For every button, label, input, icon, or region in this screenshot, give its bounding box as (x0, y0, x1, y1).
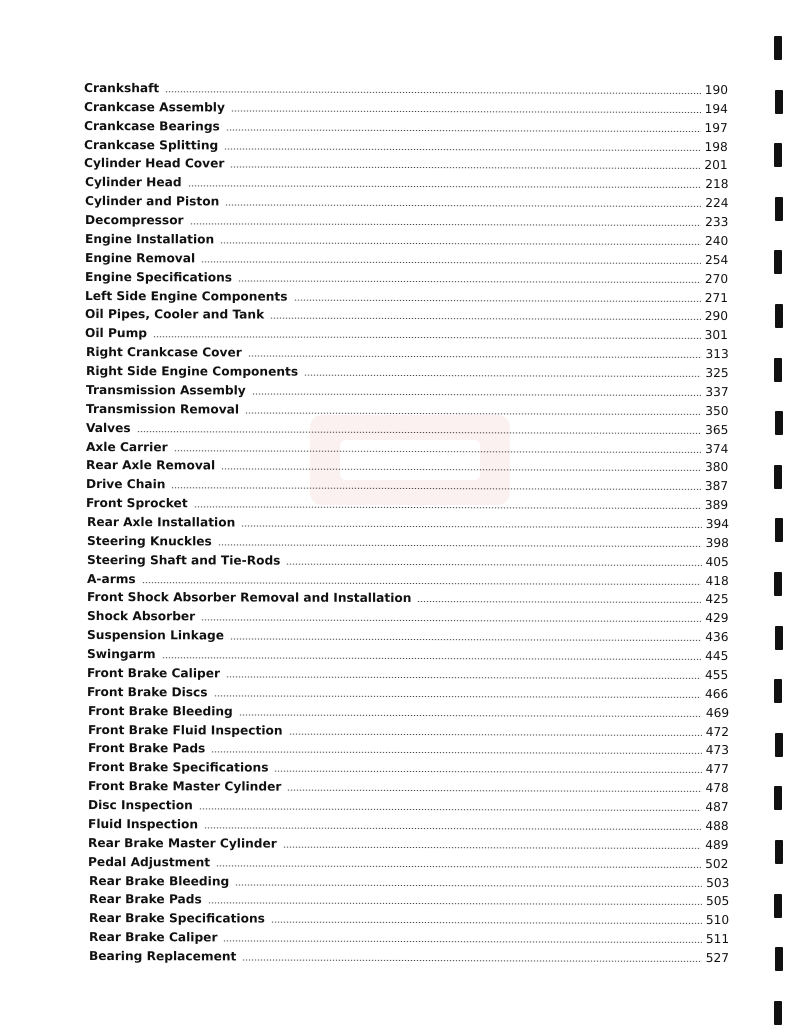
toc-entry-page-number: 190 (704, 82, 728, 98)
dot-leader (241, 525, 701, 527)
dot-leader (162, 657, 702, 660)
toc-entry-page-number: 511 (705, 932, 729, 947)
toc-entry-page-number: 240 (704, 233, 729, 248)
toc-entry-page-number: 478 (705, 781, 729, 796)
toc-entry-page-number: 425 (705, 592, 729, 607)
toc-entry-title: Decompressor (84, 213, 184, 228)
dot-leader (274, 771, 701, 773)
toc-entry-title: Front Brake Pads (87, 741, 206, 756)
toc-entry-title: Crankcase Splitting (84, 137, 219, 153)
toc-entry (85, 171, 729, 191)
toc-entry-title: Engine Specifications (85, 269, 233, 285)
dot-leader (165, 91, 700, 94)
binding-hole-mark (775, 733, 783, 757)
dot-leader (226, 129, 701, 131)
toc-entry (85, 209, 728, 229)
toc-entry-title: Front Sprocket (86, 496, 189, 511)
binding-hole-mark (775, 947, 783, 971)
toc-entry-page-number: 224 (704, 196, 729, 211)
toc-entry-title: Cylinder Head Cover (84, 156, 225, 171)
toc-entry-title: Engine Removal (84, 250, 196, 266)
binding-hole-mark (775, 90, 783, 114)
toc-entry-title: Right Crankcase Cover (85, 345, 242, 360)
toc-entry-title: Transmission Removal (85, 401, 239, 417)
dot-leader (204, 827, 701, 830)
toc-entry (87, 605, 729, 625)
binding-hole-mark (774, 786, 782, 810)
toc-entry-page-number: 487 (705, 799, 729, 815)
toc-entry (87, 568, 729, 588)
dot-leader (223, 941, 701, 944)
toc-entry-page-number: 387 (705, 479, 729, 494)
toc-entry (87, 643, 728, 663)
toc-entry-title: Right Side Engine Components (85, 364, 298, 379)
toc-entry-title: Rear Axle Removal (86, 458, 216, 473)
toc-entry-title: Crankshaft (84, 81, 160, 96)
toc-entry-title: Rear Brake Bleeding (88, 873, 229, 888)
toc-entry-title: Rear Brake Master Cylinder (88, 835, 278, 851)
toc-entry (84, 134, 728, 154)
toc-entry-page-number: 405 (705, 554, 729, 569)
toc-entry-title: Oil Pump (85, 326, 148, 341)
toc-entry-page-number: 389 (705, 498, 729, 513)
toc-entry (88, 775, 729, 795)
toc-entry-title: Suspension Linkage (87, 628, 225, 643)
toc-entry-title: Front Brake Master Cylinder (88, 779, 282, 794)
dot-leader (230, 639, 701, 641)
dot-leader (271, 922, 702, 924)
toc-entry-page-number: 365 (705, 422, 729, 437)
dot-leader (283, 846, 701, 848)
toc-entry-page-number: 374 (705, 441, 729, 456)
toc-entry-title: Steering Knuckles (86, 533, 212, 549)
toc-entry (88, 832, 729, 852)
dot-leader (235, 884, 702, 886)
dot-leader (153, 337, 701, 340)
toc-entry (85, 190, 728, 210)
dot-leader (294, 299, 701, 301)
toc-entry (89, 945, 729, 965)
dot-leader (201, 261, 701, 264)
toc-entry (85, 228, 728, 248)
toc-entry-page-number: 503 (705, 875, 729, 890)
binding-hole-mark (775, 197, 783, 221)
toc-entry-title: Front Brake Bleeding (87, 703, 233, 719)
toc-entry (87, 530, 729, 550)
toc-entry-title: Rear Brake Specifications (88, 911, 265, 926)
binding-hole-mark (774, 143, 782, 167)
binding-hole-mark (775, 518, 783, 542)
toc-entry (87, 662, 728, 682)
toc-entry (84, 96, 728, 116)
toc-entry-title: Rear Brake Caliper (88, 930, 218, 945)
toc-entry-page-number: 313 (705, 347, 729, 362)
binding-hole-mark (774, 894, 782, 918)
toc-entry-page-number: 445 (705, 649, 729, 664)
toc-entry-page-number: 489 (705, 837, 729, 852)
toc-entry (87, 624, 728, 644)
toc-entry-page-number: 505 (705, 894, 729, 909)
toc-entry-page-number: 473 (705, 743, 729, 758)
binding-hole-mark (774, 358, 782, 382)
toc-entry-page-number: 418 (705, 573, 729, 588)
toc-entry-title: Rear Brake Pads (88, 892, 202, 907)
toc-entry-page-number: 472 (705, 724, 729, 739)
toc-entry-page-number: 201 (704, 158, 729, 173)
toc-entry-title: Valves (85, 420, 131, 435)
toc-entry-title: Front Brake Specifications (87, 760, 269, 775)
toc-entry-title: Axle Carrier (86, 439, 168, 454)
dot-leader (242, 959, 701, 961)
dot-leader (247, 356, 701, 358)
toc-entry (88, 794, 729, 814)
toc-entry-page-number: 194 (704, 101, 728, 116)
toc-entry (84, 77, 728, 97)
toc-entry-page-number: 477 (705, 762, 729, 777)
toc-entry (89, 926, 729, 946)
dot-leader (417, 602, 701, 604)
toc-entry-page-number: 466 (705, 686, 729, 701)
toc-entry-page-number: 469 (705, 705, 729, 720)
toc-entry-page-number: 350 (705, 403, 729, 418)
dot-leader (270, 318, 701, 320)
toc-entry-title: Engine Installation (84, 231, 215, 247)
toc-entry-title: Steering Shaft and Tie-Rods (86, 552, 281, 568)
dot-leader (225, 205, 701, 207)
toc-entry-page-number: 455 (705, 667, 729, 682)
toc-entry (84, 152, 728, 172)
toc-entry (88, 719, 729, 739)
toc-entry-title: Oil Pipes, Cooler and Tank (85, 307, 265, 323)
binding-hole-mark (774, 572, 782, 596)
toc-entry (84, 115, 728, 135)
toc-entry-title: Rear Axle Installation (86, 515, 235, 530)
dot-leader (238, 280, 701, 282)
dot-leader (187, 186, 701, 189)
toc-entry-title: Left Side Engine Components (85, 288, 288, 304)
toc-entry-title: Fluid Inspection (88, 816, 199, 832)
toc-entry (89, 888, 729, 908)
dot-leader (231, 110, 701, 112)
toc-entry (89, 870, 729, 890)
toc-entry-title: Cylinder Head (84, 175, 182, 190)
binding-hole-mark (774, 679, 782, 703)
toc-entry-title: Front Brake Fluid Inspection (87, 722, 283, 738)
dot-leader (304, 375, 701, 377)
toc-entry (85, 322, 728, 342)
dot-leader (231, 167, 701, 169)
dot-leader (225, 148, 701, 150)
toc-entry (87, 681, 728, 701)
binding-edge (760, 0, 800, 1035)
toc-entry-title: Transmission Assembly (85, 382, 246, 398)
toc-entry-page-number: 301 (705, 328, 729, 343)
toc-entry-page-number: 527 (705, 950, 729, 966)
toc-entry (86, 341, 729, 361)
dot-leader (238, 714, 701, 716)
toc-entry-title: A-arms (86, 571, 136, 586)
toc-entry-title: Swingarm (87, 647, 156, 662)
toc-entry-title: Disc Inspection (88, 798, 193, 813)
toc-entry-page-number: 290 (704, 309, 729, 324)
toc-entry-title: Front Brake Caliper (87, 665, 221, 681)
toc-entry-title: Crankcase Bearings (84, 118, 220, 134)
toc-entry-title: Crankcase Assembly (84, 99, 226, 115)
toc-entry-page-number: 380 (705, 460, 729, 475)
toc-entry (88, 737, 729, 757)
toc-entry-page-number: 325 (705, 365, 729, 381)
toc-entry-page-number: 198 (704, 139, 729, 154)
toc-entry-page-number: 394 (705, 516, 729, 532)
dot-leader (220, 242, 701, 245)
toc-entry-title: Front Shock Absorber Removal and Installation (86, 590, 412, 606)
toc-entry-page-number: 218 (704, 177, 729, 192)
toc-entry-title: Drive Chain (86, 477, 166, 492)
binding-hole-mark (775, 304, 783, 328)
toc-entry-page-number: 502 (705, 856, 729, 871)
binding-hole-mark (775, 840, 783, 864)
dot-leader (207, 903, 701, 906)
toc-entry (88, 851, 728, 871)
toc-entry-page-number: 488 (705, 818, 729, 833)
toc-entry (85, 247, 728, 267)
toc-entry-page-number: 436 (705, 630, 729, 645)
dot-leader (288, 733, 701, 735)
toc-entry (88, 756, 729, 776)
dot-leader (217, 544, 701, 547)
toc-entry (88, 700, 729, 720)
toc-entry-title: Bearing Replacement (89, 949, 237, 964)
dot-leader (286, 563, 701, 565)
toc-entry-page-number: 270 (704, 271, 729, 286)
toc-entry-title: Pedal Adjustment (88, 854, 211, 870)
binding-hole-mark (775, 626, 783, 650)
binding-hole-mark (774, 465, 782, 489)
toc-entry-page-number: 271 (704, 290, 729, 305)
toc-entry (88, 813, 729, 833)
toc-entry (85, 266, 728, 286)
dot-leader (217, 865, 702, 868)
dot-leader (199, 808, 702, 811)
binding-hole-mark (775, 411, 783, 435)
binding-hole-mark (774, 1001, 782, 1025)
toc-entry-page-number: 398 (705, 535, 729, 550)
toc-entry (87, 549, 729, 569)
toc-entry-page-number: 337 (705, 384, 729, 399)
binding-hole-mark (774, 36, 782, 60)
toc-entry-page-number: 510 (705, 913, 729, 928)
binding-hole-mark (774, 250, 782, 274)
dot-leader (189, 223, 701, 226)
dot-leader (226, 676, 701, 678)
toc-entry-title: Shock Absorber (87, 609, 196, 624)
toc-entry (85, 303, 728, 323)
toc-entry (89, 907, 729, 927)
toc-entry (87, 586, 729, 606)
toc-entry-page-number: 233 (704, 215, 729, 230)
toc-entry-title: Front Brake Discs (87, 684, 208, 700)
dot-leader (287, 790, 701, 792)
dot-leader (214, 695, 701, 698)
toc-entry-page-number: 197 (704, 120, 729, 135)
toc-entry-page-number: 429 (705, 611, 729, 626)
toc-entry-title: Cylinder and Piston (84, 194, 219, 209)
toc-entry (85, 285, 728, 305)
toc-entry (86, 360, 729, 380)
toc-entry-page-number: 254 (704, 252, 729, 267)
dot-leader (142, 582, 702, 585)
dot-leader (201, 620, 701, 623)
dot-leader (211, 752, 701, 755)
watermark-logo (300, 395, 520, 525)
